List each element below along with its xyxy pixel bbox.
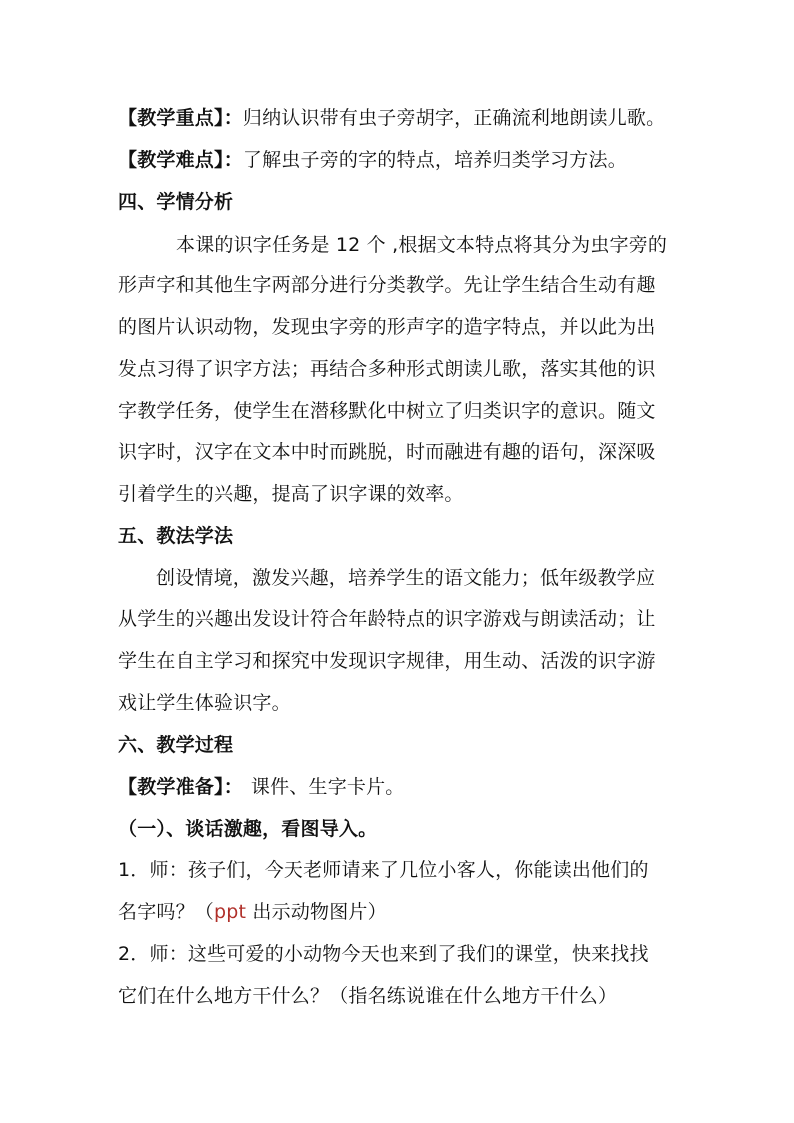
item1-line-1: 1．师：孩子们，今天老师请来了几位小客人，你能读出他们的 xyxy=(118,859,649,881)
item1-line-2-end: 出示动物图片） xyxy=(246,901,387,923)
analysis-line-4: 发点习得了识字方法；再结合多种形式朗读儿歌，落实其他的识 xyxy=(118,358,656,380)
difficulty-line xyxy=(118,146,678,174)
key-point-text: 归纳认识带有虫子旁胡字，正确流利地朗读儿歌。 xyxy=(242,107,666,129)
difficulty-label: 【教学难点】 xyxy=(118,149,224,171)
method-line-4: 戏让学生体验识字。 xyxy=(118,692,291,714)
item1-line-2 xyxy=(118,898,678,926)
section5-title: 五、教法学法 xyxy=(118,525,234,547)
prep-text: 课件、生字卡片。 xyxy=(250,776,405,798)
step1-title: （一）、谈话激趣，看图导入。 xyxy=(118,818,378,840)
prep-line xyxy=(118,773,678,801)
analysis-line-2: 形声字和其他生字两部分进行分类教学。先让学生结合生动有趣 xyxy=(118,274,656,296)
method-line-2: 从学生的兴趣出发设计符合年龄特点的识字游戏与朗读活动；让 xyxy=(118,608,656,630)
key-point-separator: ： xyxy=(223,107,243,129)
method-line-3: 学生在自主学习和探究中发现识字规律，用生动、活泼的识字游 xyxy=(118,650,656,672)
ppt-text: ppt xyxy=(214,901,247,923)
difficulty-separator: ： xyxy=(223,149,243,171)
method-line-1: 创设情境，激发兴趣，培养学生的语文能力；低年级教学应 xyxy=(156,567,656,589)
difficulty-text: 了解虫子旁的字的特点，培养归类学习方法。 xyxy=(242,149,627,171)
item2-line-1: 2．师：这些可爱的小动物今天也来到了我们的课堂，快来找找 xyxy=(118,943,649,965)
analysis-line-5: 字教学任务，使学生在潜移默化中树立了归类识字的意识。随文 xyxy=(118,400,656,422)
section6-title: 六、教学过程 xyxy=(118,734,234,756)
prep-label: 【教学准备】 xyxy=(118,776,224,798)
key-point-label: 【教学重点】 xyxy=(118,107,224,129)
section4-title: 四、学情分析 xyxy=(118,191,234,213)
key-point-line xyxy=(118,104,678,132)
prep-separator: ： xyxy=(223,776,243,798)
analysis-line-6: 识字时，汉字在文本中时而跳脱，时而融进有趣的语句，深深吸 xyxy=(118,441,656,463)
analysis-line-3: 的图片认识动物，发现虫字旁的形声字的造字特点，并以此为出 xyxy=(118,316,656,338)
analysis-line-1: 本课的识字任务是 12 个 ,根据文本特点将其分为虫字旁的 xyxy=(176,234,668,256)
item2-line-2: 它们在什么地方干什么？（指名练说谁在什么地方干什么） xyxy=(118,985,618,1007)
analysis-line-7: 引着学生的兴趣，提高了识字课的效率。 xyxy=(118,483,464,505)
item1-line-2-start: 名字吗？（ xyxy=(118,901,215,923)
